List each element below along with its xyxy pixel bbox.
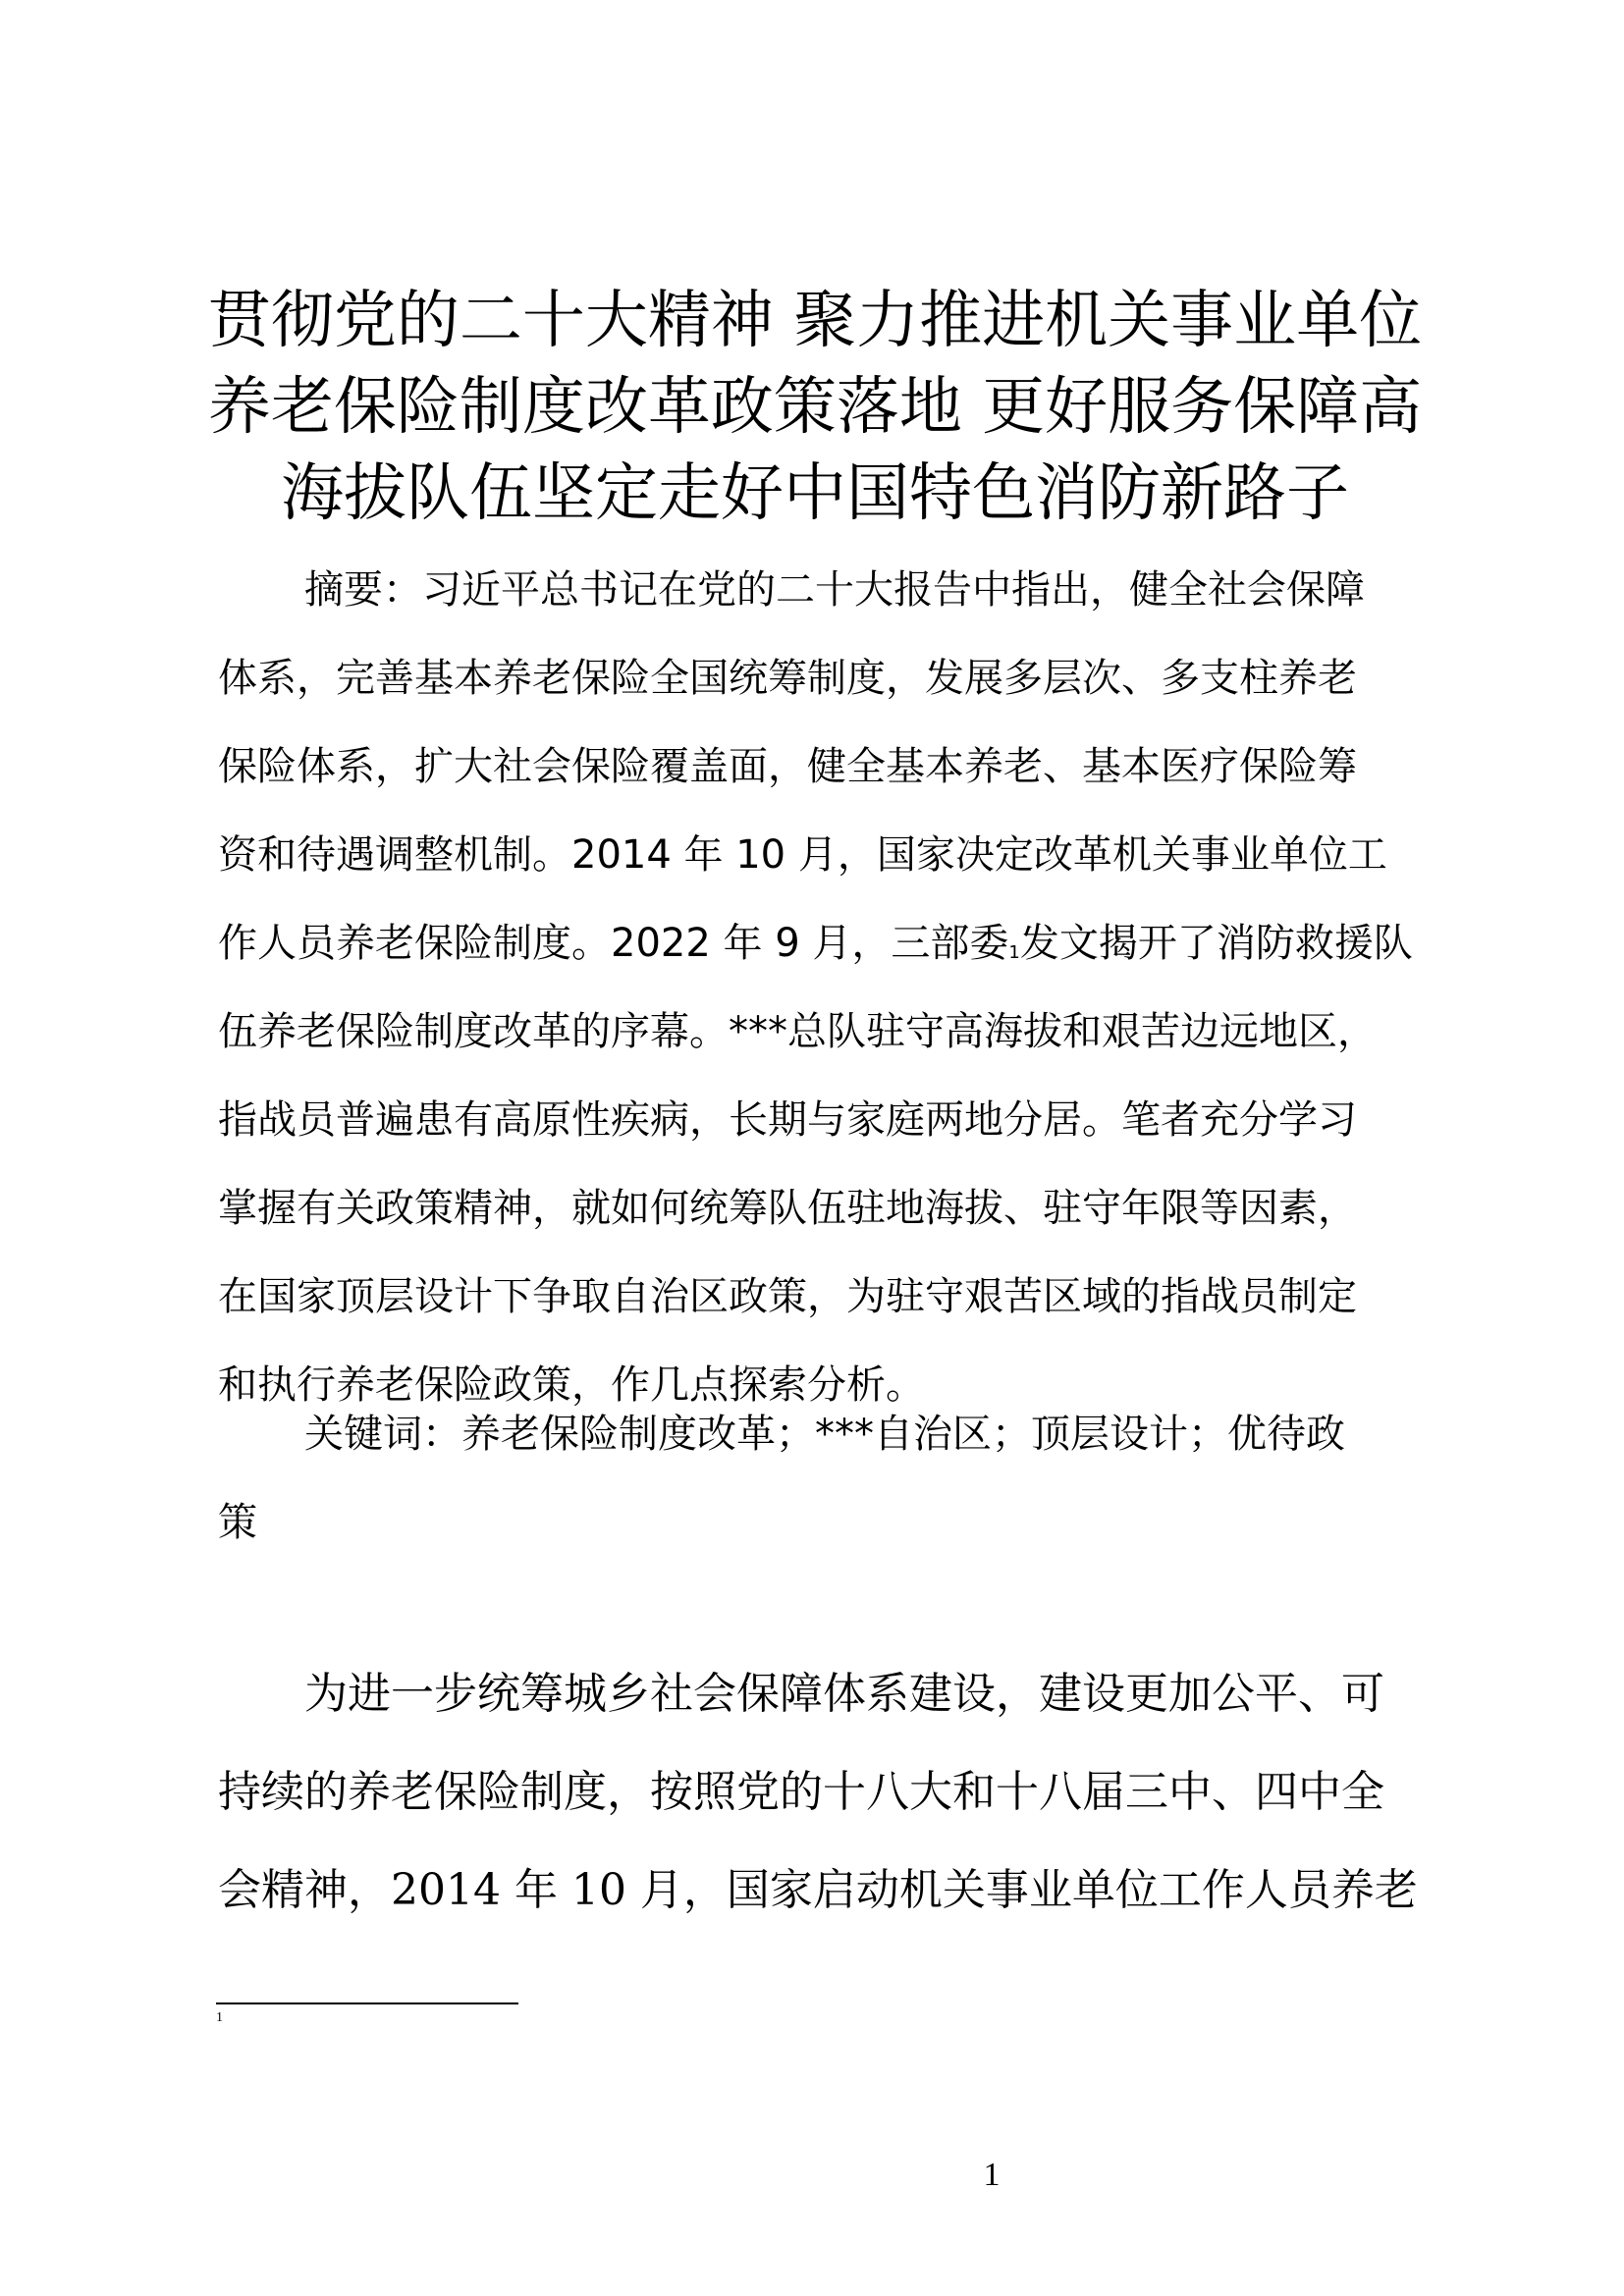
abstract-line-part: 发文揭开了消防救援队: [1019, 921, 1413, 966]
abstract-line-part: 作人员养老保险制度。2022 年 9 月，三部委: [218, 921, 1009, 966]
document-title: [206, 278, 1424, 537]
keywords-line: 关键词：养老保险制度改革；***自治区；顶层设计；优待政: [304, 1412, 1345, 1457]
abstract-line: 体系，完善基本养老保险全国统筹制度，发展多层次、多支柱养老: [218, 656, 1357, 701]
keywords-line: 策: [218, 1500, 257, 1545]
abstract-line: 在国家顶层设计下争取自治区政策，为驻守艰苦区域的指战员制定: [218, 1274, 1357, 1319]
intro-line: 会精神，2014 年 10 月，国家启动机关事业单位工作人员养老: [218, 1865, 1418, 1915]
abstract-line: 和执行养老保险政策，作几点探索分析。: [218, 1362, 925, 1408]
keywords-paragraph: [218, 1390, 1455, 1567]
abstract-line: 摘要：习近平总书记在党的二十大报告中指出，健全社会保障: [304, 567, 1365, 613]
abstract-paragraph: [218, 546, 1455, 1429]
abstract-line: 掌握有关政策精神，就如何统筹队伍驻地海拔、驻守年限等因素，: [218, 1186, 1357, 1231]
intro-line: 为进一步统筹城乡社会保障体系建设，建设更加公平、可: [304, 1669, 1384, 1719]
intro-line: 持续的养老保险制度，按照党的十八大和十八届三中、四中全: [218, 1767, 1384, 1817]
footnote-marker: 1: [216, 2010, 223, 2025]
title-line: 贯彻党的二十大精神 聚力推进机关事业单位: [207, 285, 1423, 357]
title-line: 海拔队伍坚定走好中国特色消防新路子: [281, 457, 1349, 530]
abstract-line: 资和待遇调整机制。2014 年 10 月，国家决定改革机关事业单位工: [218, 832, 1387, 878]
abstract-line: 指战员普遍患有高原性疾病，长期与家庭两地分居。笔者充分学习: [218, 1097, 1357, 1143]
abstract-line: 伍养老保险制度改革的序幕。***总队驻守高海拔和艰苦边远地区，: [218, 1009, 1377, 1054]
title-line: 养老保险制度改革政策落地 更好服务保障高: [207, 371, 1423, 444]
abstract-line: [218, 899, 1455, 988]
intro-paragraph: [218, 1645, 1455, 1940]
footnote-reference[interactable]: 1: [1008, 942, 1020, 963]
page-number: 1: [983, 2157, 1001, 2193]
footnote-separator: [216, 2002, 518, 2004]
abstract-line: 保险体系，扩大社会保险覆盖面，健全基本养老、基本医疗保险筹: [218, 744, 1357, 789]
